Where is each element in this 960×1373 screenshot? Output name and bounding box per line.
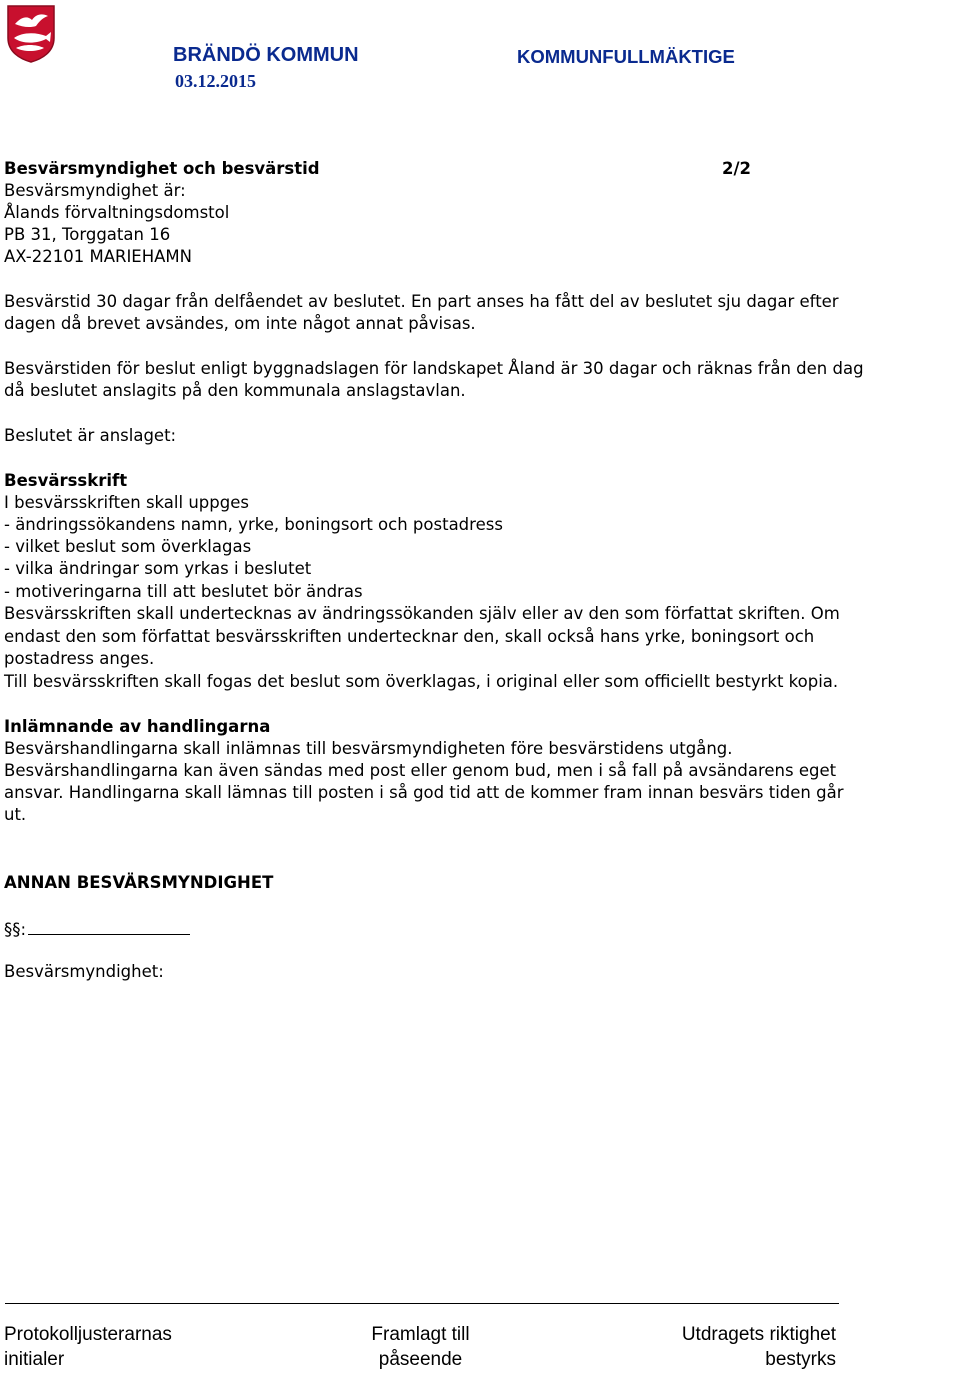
submission-line: ansvar. Handlingarna skall lämnas till posten i så god tid att de kommer fram innan besvärs tiden går bbox=[4, 783, 844, 802]
footer-label: påseende bbox=[378, 1349, 463, 1370]
appeal-document-line: I besvärsskriften skall uppges bbox=[4, 493, 249, 512]
appeal-document-line: endast den som författat besvärsskriften undertecknar den, skall också hans yrke, boningsort och bbox=[4, 627, 815, 646]
posted-label: Beslutet är anslaget: bbox=[4, 426, 177, 445]
appeal-period-text: Besvärstid 30 dagar från delfåendet av beslutet. En part anses ha fått del av beslutet sju dagar efter bbox=[4, 292, 839, 311]
appeal-document-line: Till besvärsskriften skall fogas det beslut som överklagas, i original eller som officiellt bestyrkt kopia. bbox=[4, 672, 839, 691]
building-law-text: Besvärstiden för beslut enligt byggnadslagen för landskapet Åland är 30 dagar och räknas från den dag bbox=[4, 359, 864, 378]
signature-divider bbox=[5, 1303, 839, 1304]
appeal-document-line: postadress anges. bbox=[4, 649, 155, 668]
submission-line: ut. bbox=[4, 805, 27, 824]
authority-line: AX-22101 MARIEHAMN bbox=[4, 247, 193, 266]
footer-certified bbox=[658, 1322, 836, 1372]
authority-line: Ålands förvaltningsdomstol bbox=[4, 203, 230, 222]
other-authority-heading: ANNAN BESVÄRSMYNDIGHET bbox=[4, 873, 274, 892]
appeal-period-text: dagen då brevet avsändes, om inte något annat påvisas. bbox=[4, 314, 476, 333]
appeal-document-line: - vilka ändringar som yrkas i beslutet bbox=[4, 559, 312, 578]
section-field bbox=[4, 919, 190, 941]
appeal-document-heading: Besvärsskrift bbox=[4, 471, 128, 490]
appeal-document-line: - motiveringarna till att beslutet bör ändras bbox=[4, 582, 363, 601]
footer-label: Framlagt till bbox=[371, 1324, 470, 1345]
submission-heading: Inlämnande av handlingarna bbox=[4, 717, 271, 736]
governing-body-name: KOMMUNFULLMÄKTIGE bbox=[517, 46, 735, 67]
appeal-heading: Besvärsmyndighet och besvärstid bbox=[4, 159, 320, 178]
footer-posted-for-review bbox=[363, 1322, 478, 1372]
authority-line: PB 31, Torggatan 16 bbox=[4, 225, 171, 244]
section-label: §§: bbox=[4, 920, 27, 939]
appeal-document-line: - vilket beslut som överklagas bbox=[4, 537, 252, 556]
section-blank-line bbox=[28, 919, 190, 935]
footer-label: Protokolljusterarnas bbox=[4, 1324, 172, 1345]
organization-name: BRÄNDÖ KOMMUN bbox=[173, 44, 359, 66]
footer-initials bbox=[4, 1322, 172, 1372]
appeal-document-line: - ändringssökandens namn, yrke, boningsort och postadress bbox=[4, 515, 503, 534]
submission-line: Besvärshandlingarna kan även sändas med post eller genom bud, men i så fall på avsändarens eget bbox=[4, 761, 837, 780]
other-authority-label: Besvärsmyndighet: bbox=[4, 962, 164, 981]
footer-label: initialer bbox=[4, 1349, 65, 1370]
municipal-coat-of-arms-icon bbox=[6, 4, 56, 64]
authority-label: Besvärsmyndighet är: bbox=[4, 181, 186, 200]
building-law-text: då beslutet anslagits på den kommunala anslagstavlan. bbox=[4, 381, 466, 400]
footer-label: bestyrks bbox=[765, 1349, 836, 1370]
meeting-date: 03.12.2015 bbox=[175, 71, 256, 91]
page-number: 2/2 bbox=[722, 159, 751, 178]
appeal-document-line: Besvärsskriften skall undertecknas av ändringssökanden själv eller av den som författat skriften. Om bbox=[4, 604, 840, 623]
submission-line: Besvärshandlingarna skall inlämnas till besvärsmyndigheten före besvärstidens utgång. bbox=[4, 739, 733, 758]
footer-label: Utdragets riktighet bbox=[681, 1324, 836, 1345]
